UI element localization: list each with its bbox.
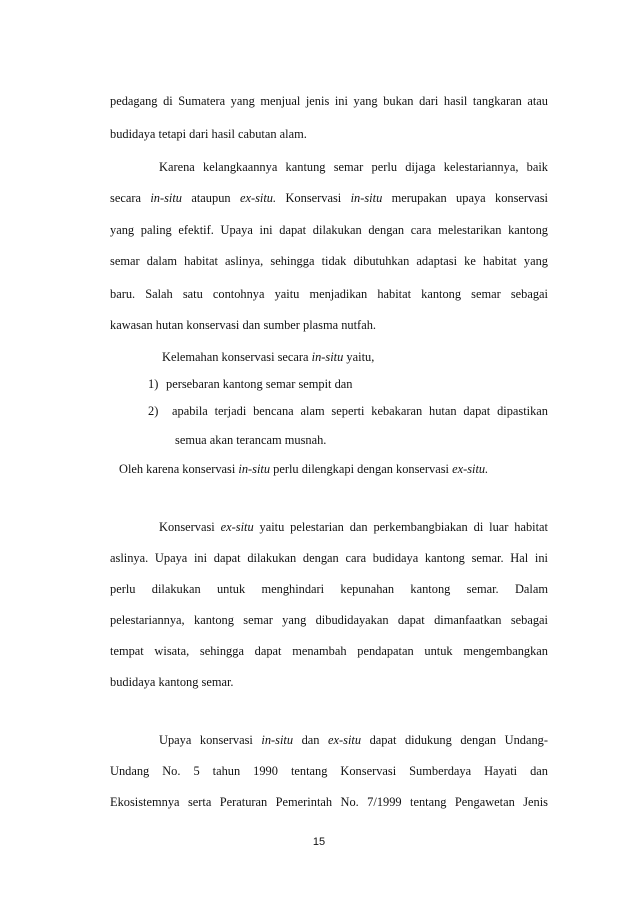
paragraph-line [110,190,548,206]
text-run: Kelemahan konservasi secara [162,350,312,364]
paragraph-line [162,349,374,365]
paragraph-line [119,461,488,477]
italic-term: in-situ [311,350,344,364]
paragraph-line: baru. Salah satu contohnya yaitu menjadikan habitat kantong semar sebagai [110,287,548,301]
text-run: Upaya konservasi [159,733,262,747]
list-item-text: persebaran kantong semar sempit dan [166,377,353,391]
text-run: dan [293,733,329,747]
list-item-text: semua akan terancam musnah. [175,433,327,447]
paragraph-line: yang paling efektif. Upaya ini dapat dilakukan dengan cara melestarikan kantong [110,223,548,237]
page-number: 15 [312,836,326,848]
text-run: yaitu, [343,350,375,364]
text-run: Konservasi [159,520,221,534]
text-run: merupakan upaya konservasi [382,191,548,205]
paragraph-line: pedagang di Sumatera yang menjual jenis ini yang bukan dari hasil tangkaran atau [110,94,548,108]
italic-term: ex-situ [328,733,362,747]
text-run: perlu dilengkapi dengan konservasi [270,462,453,476]
text-run: ataupun [182,191,240,205]
italic-term: in-situ [238,462,271,476]
paragraph-line: semar dalam habitat aslinya, sehingga tidak dibutuhkan adaptasi ke habitat yang [110,254,548,268]
italic-term: in-situ [150,191,182,205]
italic-term: in-situ [350,191,383,205]
italic-term: ex-situ. [452,462,489,476]
text-run: dapat didukung dengan Undang- [361,733,548,747]
list-item-number: 1) [148,377,159,391]
paragraph-line: Ekosistemnya serta Peraturan Pemerintah No. 7/1999 tentang Pengawetan Jenis [110,795,548,809]
paragraph-line: aslinya. Upaya ini dapat dilakukan dengan cara budidaya kantong semar. Hal ini [110,551,548,565]
paragraph-line [159,519,548,535]
italic-term: ex-situ [220,520,254,534]
paragraph-line: pelestariannya, kantong semar yang dibudidayakan dapat dimanfaatkan sebagai [110,613,548,627]
paragraph-line: perlu dilakukan untuk menghindari kepunahan kantong semar. Dalam [110,582,548,596]
paragraph-line: Karena kelangkaannya kantung semar perlu dijaga kelestariannya, baik [159,160,548,174]
paragraph-line: tempat wisata, sehingga dapat menambah pendapatan untuk mengembangkan [110,644,548,658]
text-run: secara [110,191,151,205]
paragraph-line: Undang No. 5 tahun 1990 tentang Konservasi Sumberdaya Hayati dan [110,764,548,778]
italic-term: in-situ [261,733,294,747]
paragraph-line: budidaya tetapi dari hasil cabutan alam. [110,127,307,141]
list-item-number: 2) [148,404,159,418]
paragraph-line [159,732,548,748]
italic-term: ex-situ. [239,191,277,205]
paragraph-line: kawasan hutan konservasi dan sumber plasma nutfah. [110,318,376,332]
text-run: Konservasi [276,191,351,205]
paragraph-line: budidaya kantong semar. [110,675,234,689]
text-run: Oleh karena konservasi [119,462,239,476]
list-item-text: apabila terjadi bencana alam seperti kebakaran hutan dapat dipastikan [172,404,548,418]
text-run: yaitu pelestarian dan perkembangbiakan di luar habitat [253,520,548,534]
